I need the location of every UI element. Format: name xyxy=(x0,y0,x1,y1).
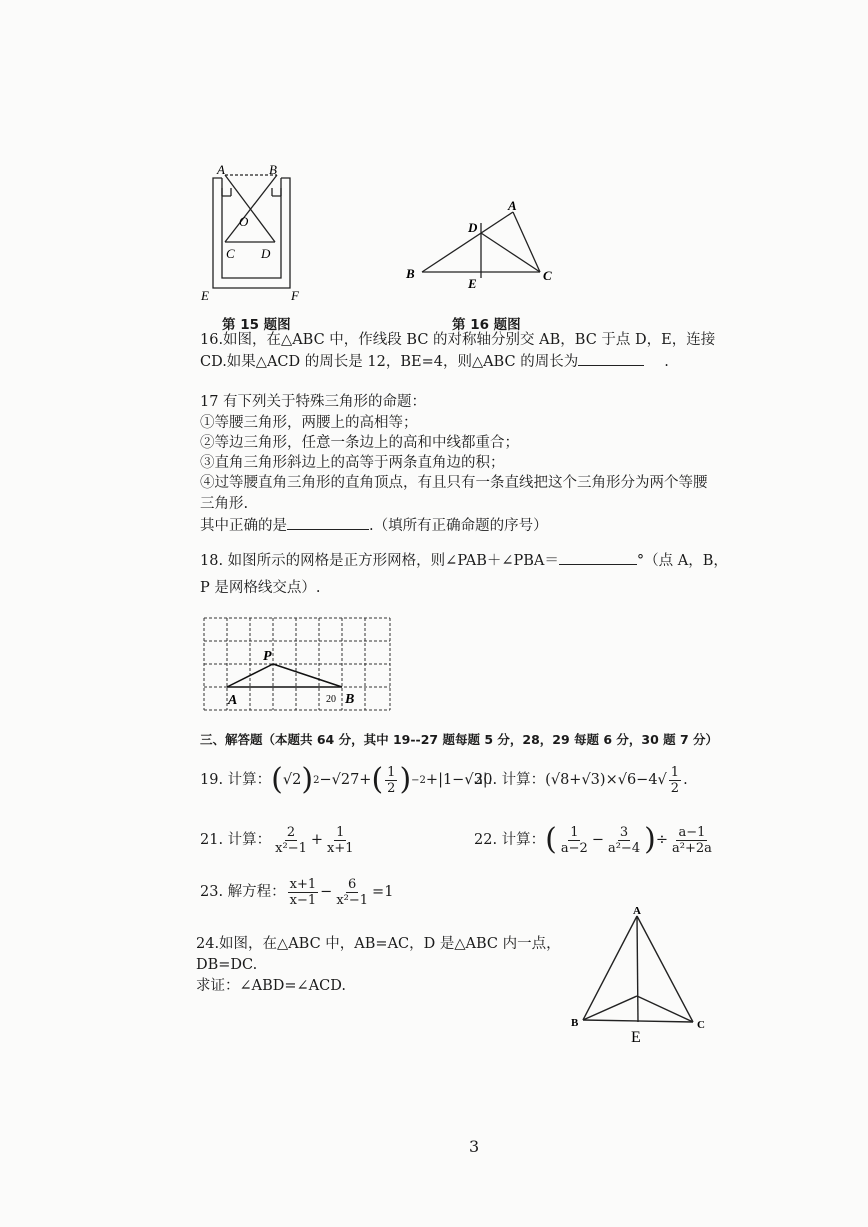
q20-label: 20. 计算： xyxy=(474,771,546,788)
fig24-label-e: E xyxy=(631,1029,641,1046)
q16-line1: 16.如图，在△ABC 中，作线段 BC 的对称轴分别交 AB，BC 于点 D，E，连接 xyxy=(200,332,716,348)
figure-16 xyxy=(400,198,570,293)
q21-label: 21. 计算： xyxy=(200,831,272,848)
fig15-label-d: D xyxy=(261,246,271,261)
fig16-caption: 第 16 题图 xyxy=(452,317,521,333)
q23-expression: $\frac{x+1}{x-1}$ − $\frac{6}{\text{x²−1}}$ =1 xyxy=(289,876,394,908)
fig15-label-c: C xyxy=(226,246,235,261)
fig18-label-p: P xyxy=(263,649,272,664)
q17-item-1: ①等腰三角形，两腰上的高相等； xyxy=(200,415,418,431)
fig16-label-a: A xyxy=(508,198,517,213)
q24-line1: 24.如图，在△ABC 中，AB=AC，D 是△ABC 内一点， xyxy=(196,936,561,952)
figure-24 xyxy=(565,902,715,1047)
q22-label: 22. 计算： xyxy=(474,831,546,848)
fig16-label-c: C xyxy=(543,268,552,283)
q17-answer-prefix: 其中正确的是 xyxy=(200,518,287,534)
q22-expression: ( $\frac{1}{a-2}$ − $\frac{3}{\text{a²−4}}$ ) ÷ $\frac{a-1}{\text{a²+2a}}$ xyxy=(545,822,712,857)
q24-line2: DB=DC. xyxy=(196,957,258,973)
q24-line3: 求证：∠ABD=∠ACD. xyxy=(196,978,346,994)
q19-expression: ( √2 ) 2 −√27+ ( $\frac{1}{2}$ ) −2 +|1−√3|. xyxy=(271,762,493,797)
q20-expression: (√8+√3)×√6−4√ $\frac{1}{2}$ . xyxy=(545,764,688,796)
q20 xyxy=(474,760,688,800)
fig18-label-a: A xyxy=(228,693,238,708)
fig15-label-f: F xyxy=(291,288,299,303)
fig18-label-note: 20 xyxy=(326,694,336,705)
q17-intro: 17 有下列关于特殊三角形的命题： xyxy=(200,394,427,410)
fig15-label-b: B xyxy=(269,162,277,177)
q23-label: 23. 解方程： xyxy=(200,883,286,900)
page-number: 3 xyxy=(469,1137,480,1156)
fig16-label-b: B xyxy=(406,266,415,281)
fig15-label-e: E xyxy=(201,288,209,303)
q19 xyxy=(200,760,492,800)
q17-item-5: 三角形. xyxy=(200,496,249,512)
fig15-label-a: A xyxy=(217,162,225,177)
fig15-label-o: O xyxy=(239,214,249,229)
q17-answer-blank[interactable] xyxy=(287,515,369,530)
fig18-label-b: B xyxy=(345,692,355,707)
q16-answer-blank[interactable] xyxy=(578,351,644,366)
fig24-label-b: B xyxy=(571,1017,579,1029)
q16-tail: . xyxy=(664,354,669,370)
fig16-label-e: E xyxy=(468,276,477,291)
q17-answer-line xyxy=(200,515,548,537)
fig15-caption: 第 15 题图 xyxy=(222,317,291,333)
q17-item-2: ②等边三角形，任意一条边上的高和中线都重合； xyxy=(200,435,519,451)
fig24-label-c: C xyxy=(697,1019,705,1031)
q18-line1-prefix: 18. 如图所示的网格是正方形网格，则∠PAB＋∠PBA＝ xyxy=(200,553,559,569)
q23 xyxy=(200,872,393,912)
q17-item-4: ④过等腰直角三角形的直角顶点，有且只有一条直线把这个三角形分为两个等腰 xyxy=(200,475,708,491)
fig24-label-a: A xyxy=(633,905,641,917)
q17-answer-suffix: .（填所有正确命题的序号） xyxy=(369,518,548,534)
q18-answer-blank[interactable] xyxy=(559,550,637,565)
q17-item-3: ③直角三角形斜边上的高等于两条直角边的积； xyxy=(200,455,505,471)
q18-line1 xyxy=(200,550,728,572)
q18-line2: P 是网格线交点）. xyxy=(200,580,321,596)
q18-line1-suffix: °（点 A，B， xyxy=(636,553,728,569)
fig16-label-d: D xyxy=(468,220,478,235)
q22 xyxy=(474,820,716,860)
section-3-heading: 三、解答题（本题共 64 分，其中 19--27 题每题 5 分，28，29 每题 6 分，30 题 7 分） xyxy=(200,732,719,747)
q19-label: 19. 计算： xyxy=(200,771,272,788)
figure-15 xyxy=(195,160,315,310)
q16-line2 xyxy=(200,351,669,373)
q21 xyxy=(200,820,358,860)
figure-18-grid xyxy=(200,614,396,716)
q21-expression: $\frac{2}{\text{x²−1}}$ + $\frac{1}{x+1}$ xyxy=(275,824,354,856)
q16-line2-text: CD.如果△ACD 的周长是 12，BE=4，则△ABC 的周长为 xyxy=(200,354,579,370)
